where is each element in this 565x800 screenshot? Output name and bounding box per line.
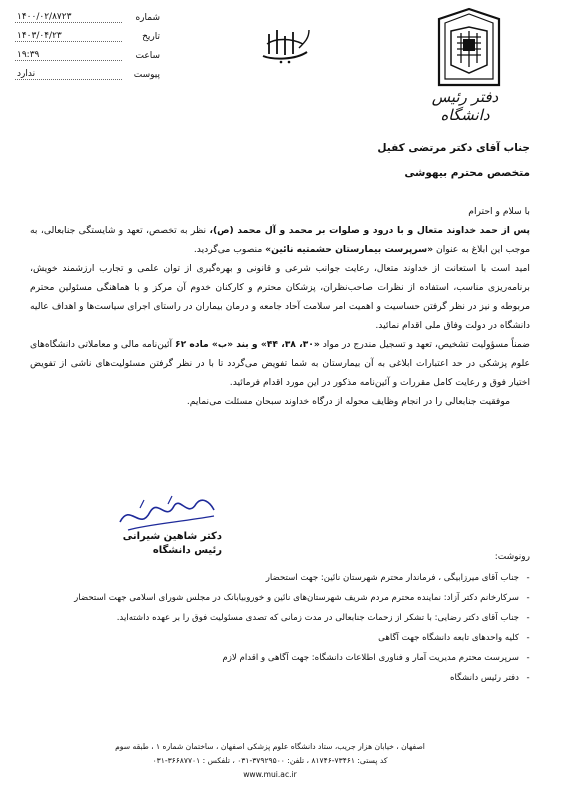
letter-body bbox=[30, 202, 530, 411]
meta-label: ساعت bbox=[135, 50, 160, 61]
meta-value: ۱۴۰۰/۰۲/۸۷۲۳ bbox=[15, 12, 122, 23]
cc-list bbox=[27, 568, 537, 688]
letter-meta bbox=[15, 8, 160, 84]
list-item: - سرکارخانم دکتر آزاد: نماینده محترم مردم شریف شهرستان‌های نائین و خوروبیابانک در مجلس شورای اسلامی جهت استحضار bbox=[74, 593, 530, 603]
meta-label: پیوست bbox=[133, 69, 160, 80]
paragraph-1-text: نظر به تخصص، تعهد و شایستگی جنابعالی، به موجب این ابلاغ به عنوان bbox=[30, 225, 530, 255]
meta-time bbox=[15, 46, 160, 65]
paragraph-3-text: ضمناً مسؤولیت تشخیص، تعهد و تسجیل مندرج در مواد bbox=[319, 339, 530, 350]
list-item: - دفتر رئیس دانشگاه bbox=[450, 673, 530, 683]
salutation: با سلام و احترام bbox=[468, 206, 530, 217]
footer-website[interactable]: www.mui.ac.ir bbox=[243, 770, 297, 779]
signatory bbox=[112, 530, 222, 558]
list-item: - جناب آقای میرزابیگی ، فرماندار محترم شهرستان نائین: جهت استحضار bbox=[265, 573, 530, 583]
addressee-title: متخصص محترم بیهوشی bbox=[404, 167, 530, 179]
meta-attachment bbox=[15, 65, 160, 84]
addressee bbox=[377, 142, 530, 192]
position-title: «سرپرست بیمارستان حشمتیه نائین» bbox=[265, 244, 434, 255]
paragraph-2: امید است با استعانت از خداوند متعال، رعایت جوانب شرعی و قانونی و بهره‌گیری از توان علمی و تجارب ارزشمند خویش، برنامه‌ریزی مناسب، استفاده از نظرات صاحب‌نظران، پزشکان محترم و کارکنان خدوم آن مرکز و با هماهنگی مسئولین محترم مربوطه و نیز در نظر گرفتن حساسیت و اهمیت امر سلامت آحاد جامعه و درمان بیماران در راستای اجرای سیاست‌ها و اهداف عالیه دانشگاه در دولت وفاق ملی اقدام نمائید. bbox=[30, 263, 530, 331]
meta-value: ۱۴۰۳/۰۴/۲۳ bbox=[15, 31, 122, 42]
opening-praise: پس از حمد خداوند متعال و با درود و صلوات بر محمد و آل محمد (ص)، bbox=[209, 225, 530, 236]
footer-address: اصفهان ، خیابان هزار جریب، ستاد دانشگاه علوم پزشکی اصفهان ، ساختمان شماره ۱ ، طبقه سوم bbox=[115, 742, 425, 751]
addressee-name: جناب آقای دکتر مرتضی کفیل bbox=[377, 142, 530, 154]
office-title: دفتر رئیس دانشگاه bbox=[431, 88, 499, 124]
footer-contact: کد پستی: ۷۳۴۶۱-۸۱۷۴۶ ، تلفن: ۳۷۹۲۹۵۰۰-۰۳۱ ، تلفکس : ۳۶۶۸۷۷۰۱-۰۳۱ bbox=[152, 756, 388, 765]
meta-label: تاریخ bbox=[142, 31, 160, 42]
letter-footer bbox=[110, 740, 430, 782]
signatory-name: دکتر شاهین شیرانی bbox=[122, 531, 222, 542]
cc-title: رونوشت: bbox=[494, 552, 530, 562]
paragraph-1 bbox=[30, 221, 530, 259]
signatory-title: رئیس دانشگاه bbox=[152, 545, 222, 556]
bismillah-calligraphy-icon bbox=[255, 20, 315, 68]
closing-wish: موفقیت جنابعالی را در انجام وظایف محوله از درگاه خداوند سبحان مسئلت می‌نمایم. bbox=[186, 396, 510, 407]
list-item: - جناب آقای دکتر رضایی: با تشکر از زحمات جنابعالی در مدت زمانی که تصدی مسئولیت فوق را بر عهده داشته‌اید. bbox=[116, 613, 530, 623]
university-emblem-icon bbox=[433, 7, 505, 87]
meta-date bbox=[15, 27, 160, 46]
paragraph-1-end: منصوب می‌گردید. bbox=[193, 244, 266, 255]
list-item: - کلیه واحدهای تابعه دانشگاه جهت آگاهی bbox=[378, 633, 530, 643]
article-reference: «۳۰، ۳۸، ۴۴» و بند «ب» ماده ۶۲ bbox=[175, 339, 320, 350]
meta-number bbox=[15, 8, 160, 27]
meta-value: ندارد bbox=[15, 69, 122, 80]
list-item: - سرپرست محترم مدیریت آمار و فناوری اطلاعات دانشگاه: جهت آگاهی و اقدام لازم bbox=[222, 653, 530, 663]
meta-value: ۱۹:۳۹ bbox=[15, 50, 122, 61]
meta-label: شماره bbox=[135, 12, 160, 23]
paragraph-3-rest: آئین‌نامه مالی و معاملاتی دانشگاه‌های علوم پزشکی در حد اعتبارات ابلاغی به آن بیمارستان به شما تفویض می‌گردد تا با در نظر گرفتن مسئولیت‌های ناشی از تفویض اختیار فوق و رعایت کامل مقررات و آئین‌نامه مذکور در این مورد اقدام فرمائید. bbox=[30, 339, 530, 388]
paragraph-3 bbox=[30, 335, 530, 392]
